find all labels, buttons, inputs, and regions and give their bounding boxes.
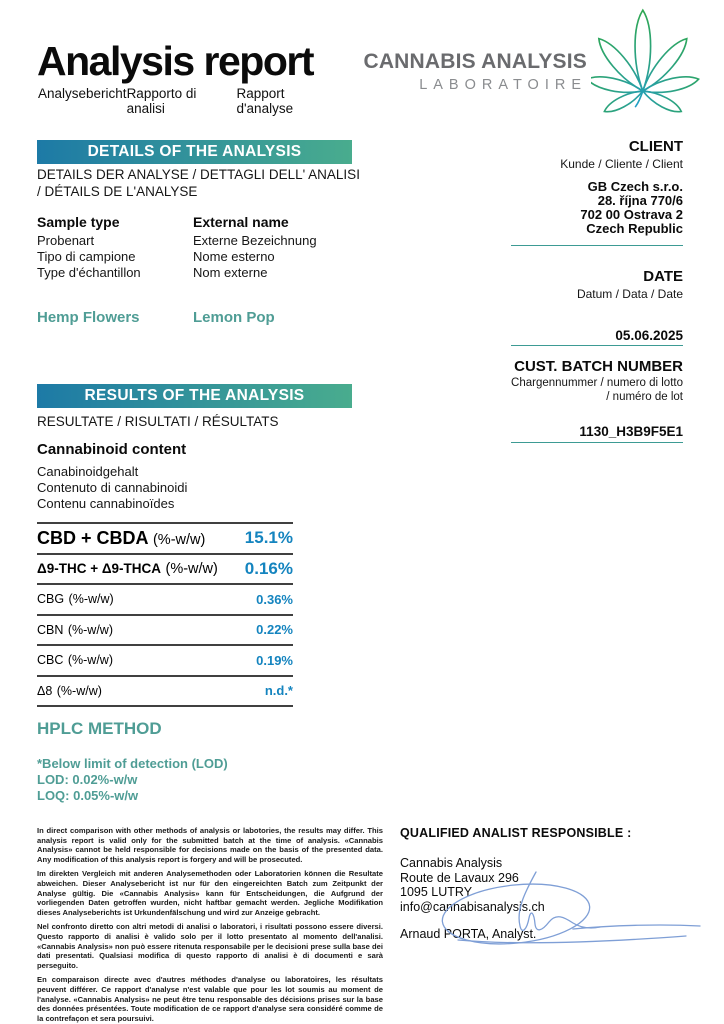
external-name-translations: Externe Bezeichnung Nome esterno Nom externe [193, 233, 317, 280]
analyst-title: QUALIFIED ANALIST RESPONSIBLE : [400, 826, 632, 840]
details-banner: DETAILS OF THE ANALYSIS [37, 140, 352, 164]
table-row [37, 646, 293, 677]
compound-label: CBC (%-w/w) [37, 653, 113, 668]
client-title: CLIENT [628, 138, 683, 155]
table-row [37, 677, 293, 708]
result-value: 15.1% [244, 528, 293, 548]
result-value: 0.36% [256, 591, 293, 607]
external-name-value: Lemon Pop [193, 309, 275, 326]
divider [511, 442, 683, 443]
compound-label: Δ9-THC + Δ9-THCA (%-w/w) [37, 560, 218, 577]
sample-type-label: Sample type [37, 214, 120, 230]
disclaimer-it: Nel confronto diretto con altri metodi di analisi o laboratori, i risultati possono essere diversi. Questo rapporto di analisi è valido solo per il lotto presentato al momento dell'analisi. «Cannabis Analysis» non può essere ritenuta responsabile per le decisioni prese sulla base dei dati presentati. Qualsiasi modifica di questo rapporto di analisi è di documenti e sarà perseguito. [37, 922, 383, 970]
compound-label: Δ8 (%-w/w) [37, 683, 102, 698]
batch-block [400, 358, 683, 439]
table-row [37, 524, 293, 555]
sample-type-translations: Probenart Tipo di campione Type d'échantillon [37, 233, 141, 280]
analyst-block [400, 826, 712, 941]
method-title: HPLC METHOD [37, 719, 162, 738]
page-title: Analysis report [37, 38, 313, 84]
disclaimer-paragraphs [37, 826, 383, 1024]
date-value: 05.06.2025 [615, 328, 683, 343]
result-value: 0.22% [256, 622, 293, 638]
batch-title-translations: Chargennummer / numero di lotto / numéro de lot [511, 377, 683, 403]
title-fr: Rapport d'analyse [236, 86, 294, 116]
lab-email: info@cannabisanalysis.ch [400, 899, 545, 914]
cannabis-leaf-icon [591, 6, 705, 123]
title-it: Rapporto di analisi [126, 86, 197, 116]
batch-title: CUST. BATCH NUMBER [514, 358, 683, 375]
lab-logo-tagline: LABORATOIRE [419, 77, 587, 93]
external-name-label: External name [193, 214, 289, 230]
results-table [37, 522, 293, 707]
compound-label: CBG (%-w/w) [37, 592, 114, 607]
date-title: DATE [643, 268, 683, 285]
results-banner: RESULTS OF THE ANALYSIS [37, 384, 352, 408]
lab-logo [355, 50, 587, 93]
results-banner-translations: RESULTATE / RISULTATI / RÉSULTATS [37, 414, 279, 429]
cannabinoid-content-translations: Canabinoidgehalt Contenuto di cannabinoidi Contenu cannabinoïdes [37, 464, 188, 511]
disclaimer-fr: En comparaison directe avec d'autres méthodes d'analyse ou laboratoires, les résultats peuvent différer. Ce rapport d'analyse n'est valable que pour les lot soumis au moment de l'analyse. «Cannabis Analysis» ne peut être tenu responsable des décisions prises sur la base des données présentées. Toute modification de ce rapport d'analyse sera considéré comme de la contrefaçon et sera poursuivi. [37, 975, 383, 1023]
details-banner-translations: DETAILS DER ANALYSE / DETTAGLI DELL' ANALISI / DÉTAILS DE L'ANALYSE [37, 167, 360, 199]
compound-label: CBD + CBDA (%-w/w) [37, 527, 206, 548]
title-de: Analysebericht [38, 86, 127, 101]
client-block [400, 138, 683, 236]
table-row [37, 616, 293, 647]
divider [511, 245, 683, 246]
result-value: 0.16% [244, 558, 293, 578]
sample-type-value: Hemp Flowers [37, 309, 140, 326]
result-value: 0.19% [256, 652, 293, 668]
page-title-translations [38, 86, 343, 116]
disclaimer-en: In direct comparison with other methods of analysis or labotories, the results may differ. This analysis report is valid only for the submitted batch at the time of analysis. «Cannabis Analysis» cannot be held responsible for decisions made on the basis of the presented data. Any modification of this analysis report is forgery and will be prosecuted. [37, 826, 383, 864]
client-title-translations: Kunde / Cliente / Client [560, 157, 683, 171]
lab-address: Cannabis Analysis Route de Lavaux 296 1095 LUTRY info@cannabisanalysis.ch [400, 856, 712, 914]
divider [511, 345, 683, 346]
analyst-signoff: Arnaud PORTA, Analyst. [400, 927, 537, 941]
result-value: n.d.* [264, 683, 293, 699]
lab-logo-name: CANNABIS ANALYSIS [363, 50, 587, 73]
date-block [400, 268, 683, 343]
disclaimer-de: Im direkten Vergleich mit anderen Analysemethoden oder Laboratorien können die Resultate abweichen. Dieser Analysebericht ist nur für den eingereichten Batch zum Zeitpunkt der Analyse gültig. Die «Cannabis Analysis» kann für Entscheidungen, die Aufgrund der vorliegenden Daten getroffen wurden, nicht haftbar gemacht werden. Jegliche Modifikation dieses Analyseberichts ist Urkundenfälschung und wird zur Anzeige gebracht. [37, 869, 383, 917]
lod-note: *Below limit of detection (LOD) LOD: 0.02%-w/w LOQ: 0.05%-w/w [37, 756, 228, 803]
compound-label: CBN (%-w/w) [37, 622, 113, 637]
client-address: GB Czech s.r.o. 28. října 770/6 702 00 Ostrava 2 Czech Republic [580, 179, 683, 236]
batch-value: 1130_H3B9F5E1 [579, 424, 683, 439]
table-row [37, 585, 293, 616]
date-title-translations: Datum / Data / Date [576, 287, 683, 301]
cannabinoid-content-title: Cannabinoid content [37, 441, 187, 458]
table-row [37, 555, 293, 586]
